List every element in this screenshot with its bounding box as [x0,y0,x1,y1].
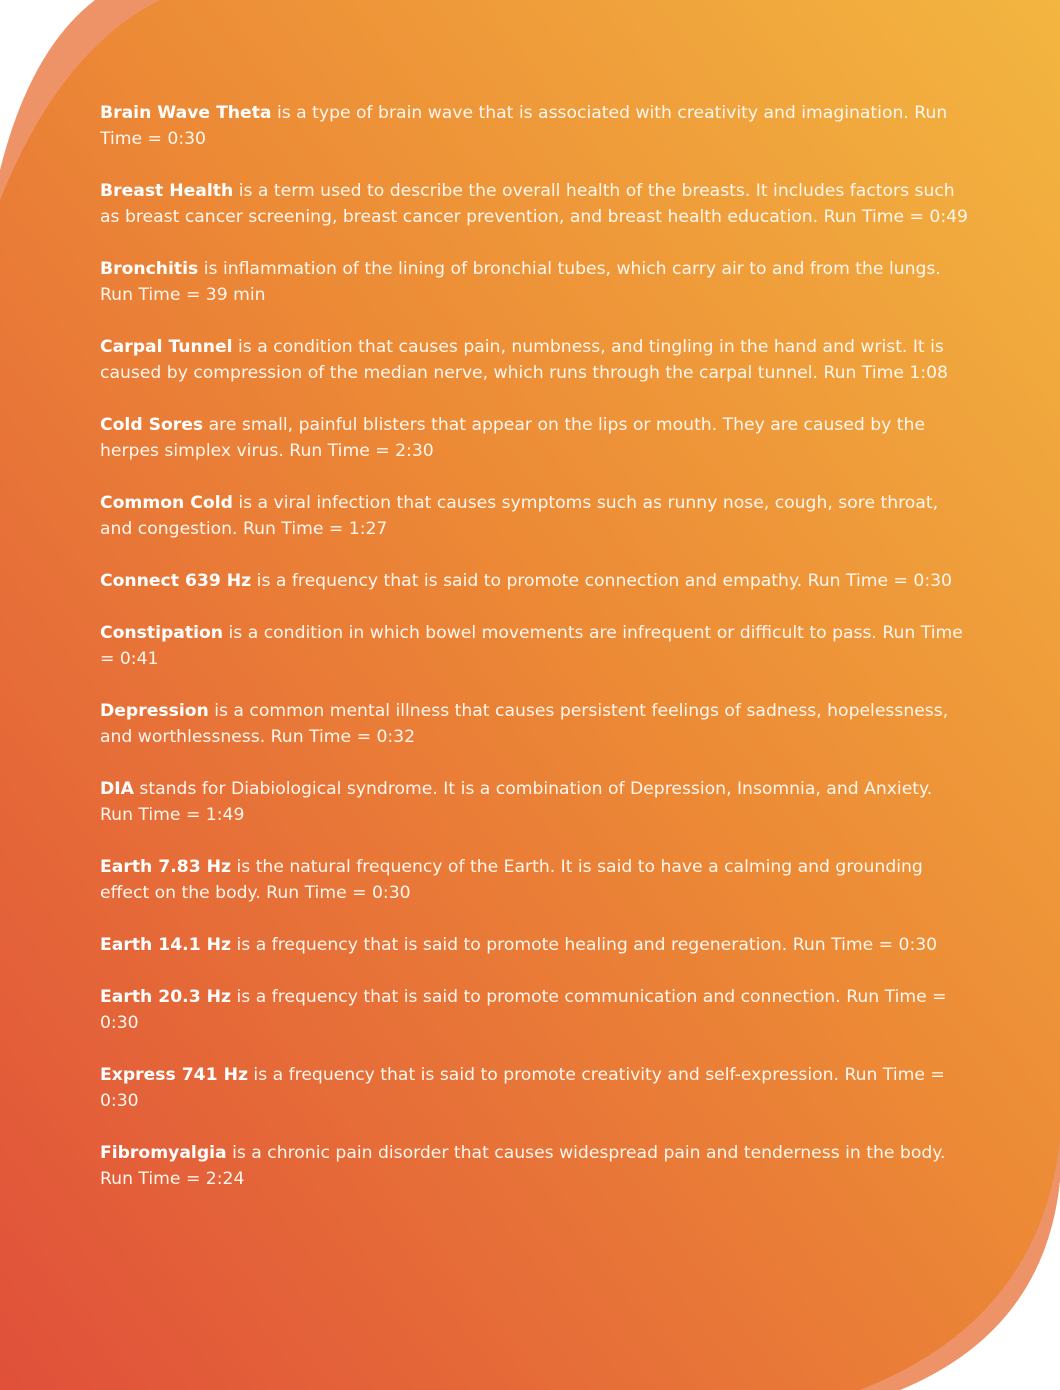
list-item [100,100,970,152]
term-label: Common Cold [100,493,233,513]
list-item [100,1062,970,1114]
term-description: is a term used to describe the overall health of the breasts. It includes factors such as breast cancer screening, breast cancer prevention, and breast health education. Run Time = 0:49 [100,181,968,227]
term-label: Brain Wave Theta [100,103,272,123]
term-description: is a frequency that is said to promote creativity and self-expression. Run Time = 0:30 [100,1065,945,1111]
list-item [100,568,970,594]
list-item [100,620,970,672]
definitions-list [100,100,970,1218]
term-description: is a frequency that is said to promote healing and regeneration. Run Time = 0:30 [231,935,938,955]
term-description: is a viral infection that causes symptoms such as runny nose, cough, sore throat, and congestion. Run Time = 1:27 [100,493,939,539]
list-item [100,256,970,308]
term-label: Earth 14.1 Hz [100,935,232,955]
term-description: is a condition that causes pain, numbness, and tingling in the hand and wrist. It is caused by compression of the median nerve, which runs through the carpal tunnel. Run Time 1:08 [100,337,948,383]
term-label: Bronchitis [100,259,199,279]
term-label: DIA [100,779,134,799]
term-description: is a frequency that is said to promote connection and empathy. Run Time = 0:30 [251,571,952,591]
term-label: Earth 20.3 Hz [100,987,232,1007]
term-description: is a common mental illness that causes persistent feelings of sadness, hopelessness, and worthlessness. Run Time = 0:32 [100,701,949,747]
list-item [100,1140,970,1192]
list-item [100,490,970,542]
list-item [100,412,970,464]
term-label: Depression [100,701,209,721]
list-item [100,932,970,958]
term-label: Carpal Tunnel [100,337,233,357]
term-description: is a chronic pain disorder that causes widespread pain and tenderness in the body. Run Time = 2:24 [100,1143,946,1189]
term-label: Fibromyalgia [100,1143,227,1163]
list-item [100,854,970,906]
term-description: is a condition in which bowel movements are infrequent or difficult to pass. Run Time = 0:41 [100,623,963,669]
term-label: Cold Sores [100,415,204,435]
list-item [100,776,970,828]
list-item [100,984,970,1036]
term-description: is a frequency that is said to promote communication and connection. Run Time = 0:30 [100,987,947,1033]
term-description: is inflammation of the lining of bronchial tubes, which carry air to and from the lungs. Run Time = 39 min [100,259,941,305]
term-label: Earth 7.83 Hz [100,857,232,877]
list-item [100,698,970,750]
term-label: Express 741 Hz [100,1065,248,1085]
term-description: is a type of brain wave that is associated with creativity and imagination. Run Time = 0:30 [100,103,948,149]
term-description: stands for Diabiological syndrome. It is a combination of Depression, Insomnia, and Anxiety. Run Time = 1:49 [100,779,933,825]
term-description: is the natural frequency of the Earth. It is said to have a calming and grounding effect on the body. Run Time = 0:30 [100,857,923,903]
term-description: are small, painful blisters that appear on the lips or mouth. They are caused by the herpes simplex virus. Run Time = 2:30 [100,415,926,461]
term-label: Breast Health [100,181,234,201]
list-item [100,178,970,230]
term-label: Constipation [100,623,224,643]
term-label: Connect 639 Hz [100,571,252,591]
list-item [100,334,970,386]
